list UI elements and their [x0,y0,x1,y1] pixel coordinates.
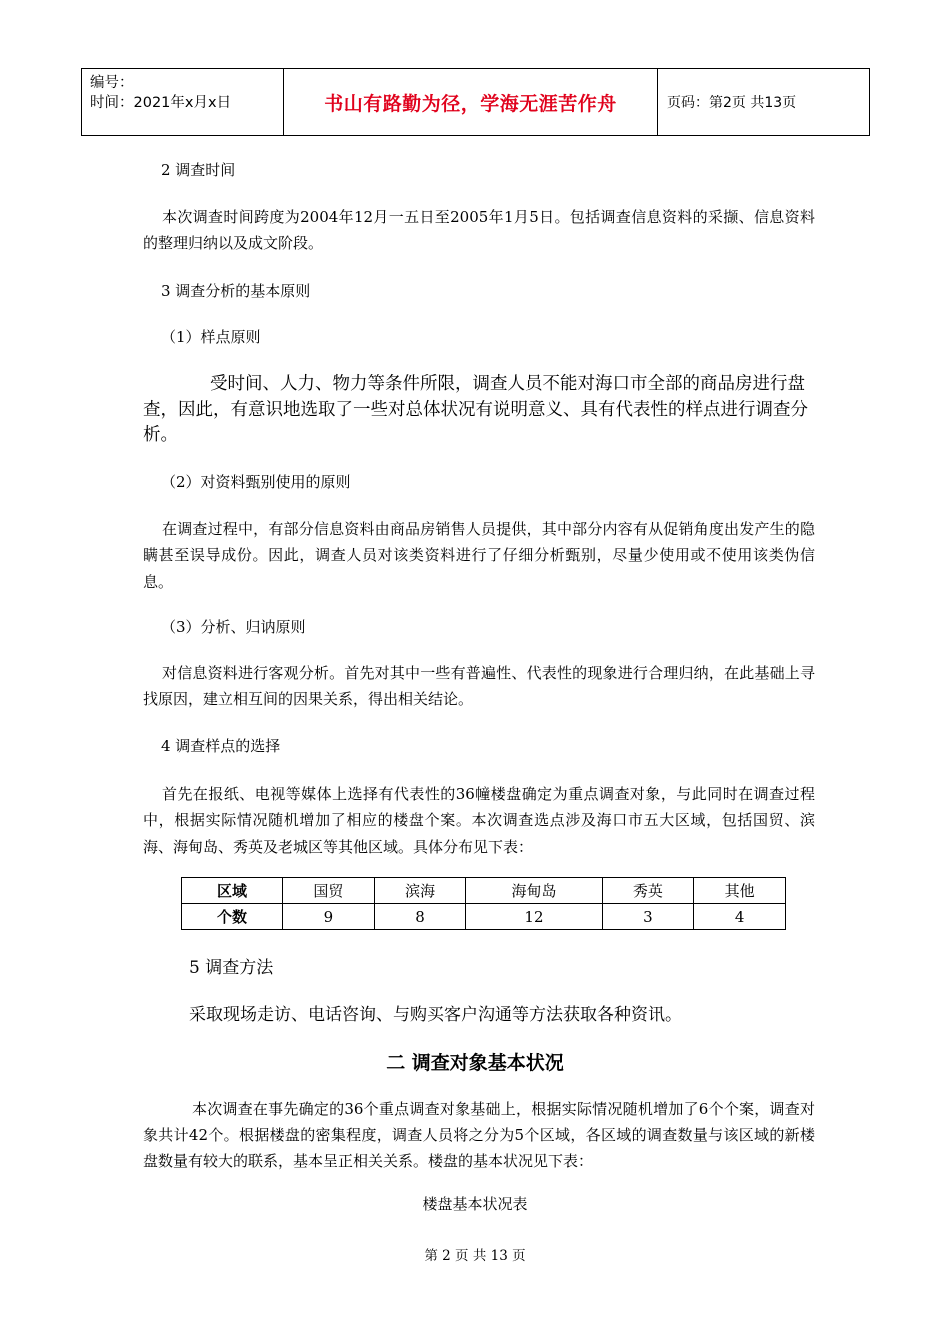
header-meta [82,69,284,135]
table-cell-count: 8 [374,904,466,930]
table-cell-region: 秀英 [602,878,694,904]
table-row [182,904,786,930]
table-cell-count: 12 [466,904,602,930]
header-page-info: 页码：第2页 共13页 [667,95,797,111]
paragraph-data-screening: 在调查过程中，有部分信息资料由商品房销售人员提供，其中部分内容有从促销角度出发产生的隐瞒甚至误导成份。因此，调查人员对该类资料进行了仔细分析甄别，尽量少使用或不使用该类伪信息。 [143,520,815,591]
chapter-title: 二 调查对象基本状况 [386,1052,564,1074]
paragraph-sample-principle: 受时间、人力、物力等条件所限，调查人员不能对海口市全部的商品房进行盘查，因此，有意识地选取了一些对总体状况有说明意义、具有代表性的样点进行调查分析。 [143,374,808,445]
table-cell-region: 海甸岛 [466,878,602,904]
subsection-title-sample-principle: （1）样点原则 [161,328,261,346]
table-row [182,878,786,904]
section-title-method: 5 调查方法 [189,958,274,978]
paragraph-survey-time: 本次调查时间跨度为2004年12月一五日至2005年1月5日。包括调查信息资料的采撷、信息资料的整理归纳以及成文阶段。 [143,208,815,253]
header-time-label: 时间：2021年x月x日 [90,95,232,111]
paragraph-method: 采取现场走访、电话咨询、与购买客户沟通等方法获取各种资讯。 [189,1005,682,1025]
table-cell-count: 4 [694,904,786,930]
table-header-count: 个数 [182,904,283,930]
paragraph-chapter-intro: 本次调查在事先确定的36个重点调查对象基础上，根据实际情况随机增加了6个个案，调查对象共计42个。根据楼盘的密集程度，调查人员将之分为5个区域，各区域的调查数量与该区域的新楼盘数量有较大的联系，基本呈正相关关系。楼盘的基本状况见下表： [143,1100,815,1170]
page-header [81,68,870,136]
header-motto: 书山有路勤为径，学海无涯苦作舟 [284,69,658,135]
paragraph-sample-selection: 首先在报纸、电视等媒体上选择有代表性的36幢楼盘确定为重点调查对象，与此同时在调查过程中，根据实际情况随机增加了相应的楼盘个案。本次调查选点涉及海口市五大区域，包括国贸、滨海、海甸岛、秀英及老城区等其他区域。具体分布见下表： [143,785,815,856]
subsection-title-analysis: （3）分析、归讷原则 [161,618,306,636]
section-title-sample-selection: 4 调查样点的选择 [161,737,281,755]
region-distribution-table [181,877,786,930]
section-title-survey-time: 2 调查时间 [161,161,236,179]
table-cell-count: 9 [283,904,375,930]
header-number-label: 编号： [90,75,134,91]
paragraph-analysis: 对信息资料进行客观分析。首先对其中一些有普遍性、代表性的现象进行合理归纳，在此基础上寻找原因，建立相互间的因果关系，得出相关结论。 [143,664,815,709]
subsection-title-data-screening: （2）对资料甄别使用的原则 [161,473,351,491]
table-cell-count: 3 [602,904,694,930]
table-cell-region: 国贸 [283,878,375,904]
table-cell-region: 滨海 [374,878,466,904]
table-cell-region: 其他 [694,878,786,904]
page-footer: 第 2 页 共 13 页 [424,1248,526,1264]
table-caption: 楼盘基本状况表 [422,1195,528,1213]
section-title-principles: 3 调查分析的基本原则 [161,282,311,300]
table-header-region: 区域 [182,878,283,904]
